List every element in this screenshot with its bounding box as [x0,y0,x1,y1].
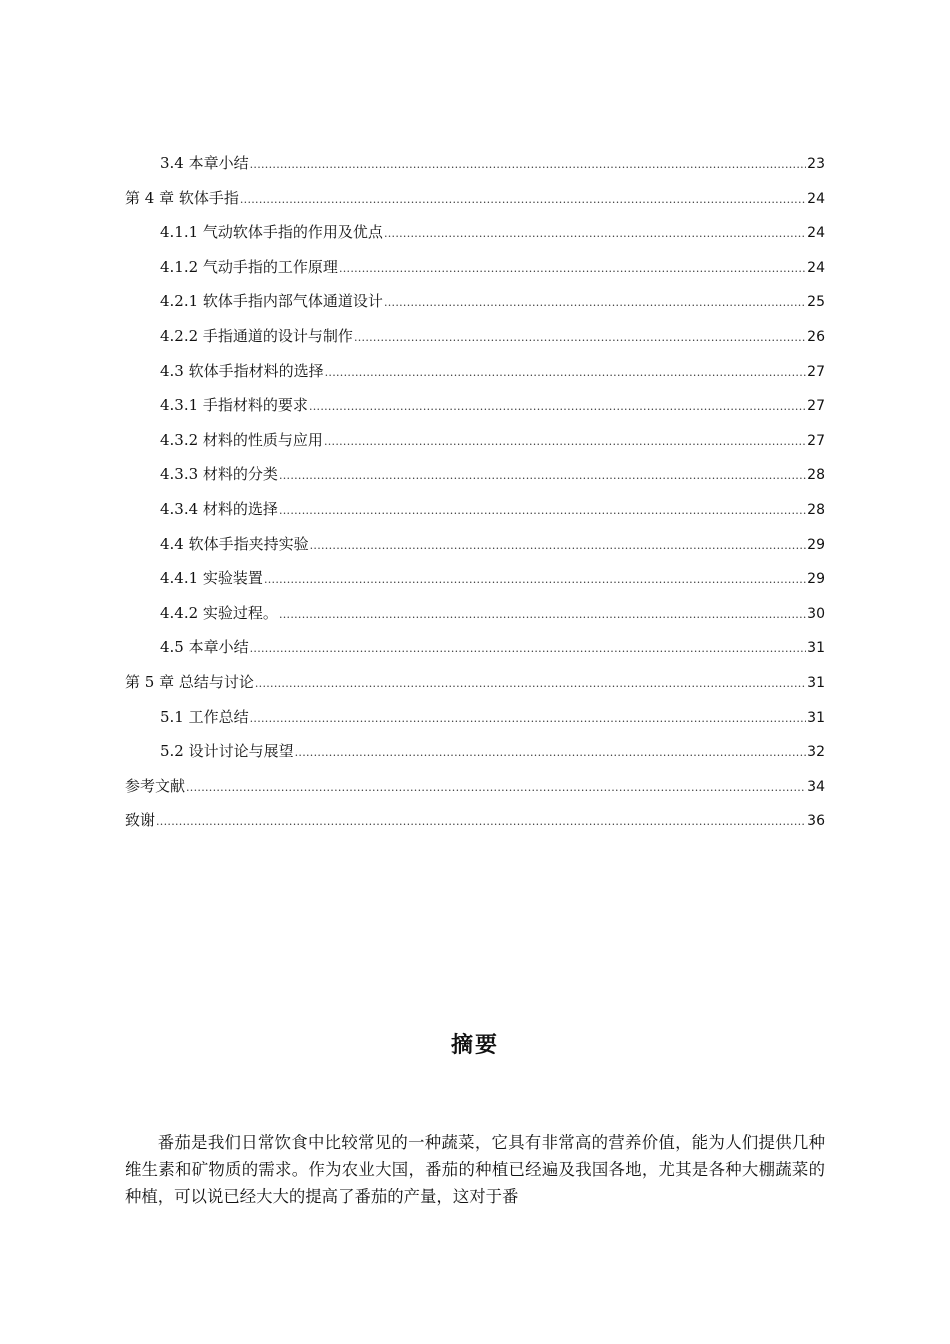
toc-entry-label: 4.3.3 材料的分类 [160,465,278,484]
toc-entry-label: 4.4.2 实验过程。 [160,603,278,622]
toc-entry-page: 24 [807,190,825,207]
toc-dot-leader [255,671,806,695]
toc-entry-label: 参考文献 [125,776,186,795]
toc-entry[interactable] [125,567,825,602]
toc-dot-leader [295,740,807,764]
toc-entry-label: 3.4 本章小结 [160,154,249,172]
toc-entry-page: 36 [807,813,825,830]
toc-dot-leader [250,706,807,730]
toc-dot-leader [264,567,806,591]
toc-dot-leader [279,463,806,487]
toc-dot-leader [324,429,806,453]
toc-entry-label: 5.1 工作总结 [160,707,249,726]
toc-entry-label: 4.5 本章小结 [160,638,249,657]
toc-entry-page: 27 [807,363,825,380]
toc-dot-leader [156,809,806,833]
toc-entry[interactable] [125,394,825,429]
toc-entry-label: 4.1.1 气动软体手指的作用及优点 [160,223,383,242]
toc-entry-page: 27 [807,398,825,415]
toc-entry-label: 4.3.2 材料的性质与应用 [160,430,323,449]
toc-entry-page: 29 [807,571,825,588]
toc-dot-leader [240,187,806,211]
toc-entry[interactable] [125,809,825,844]
toc-dot-leader [250,152,807,176]
toc-entry[interactable] [125,290,825,325]
toc-entry[interactable] [125,152,825,187]
toc-entry-label: 4.2.1 软体手指内部气体通道设计 [160,292,383,311]
toc-dot-leader [339,256,806,280]
toc-entry-label: 4.4.1 实验装置 [160,569,263,588]
toc-entry-page: 31 [807,640,825,657]
toc-entry[interactable] [125,498,825,533]
toc-entry-label: 4.2.2 手指通道的设计与制作 [160,326,353,345]
toc-entry[interactable] [125,706,825,741]
toc-dot-leader [310,533,807,557]
toc-entry-label: 第 4 章 软体手指 [125,188,239,207]
toc-entry-page: 30 [807,605,825,622]
toc-entry-page: 32 [807,744,825,761]
toc-entry-label: 4.3.1 手指材料的要求 [160,396,308,415]
toc-entry-page: 24 [807,225,825,242]
toc-entry[interactable] [125,256,825,291]
toc-entry[interactable] [125,533,825,568]
toc-dot-leader [186,775,806,799]
toc-entry[interactable] [125,187,825,222]
toc-entry-page: 24 [807,259,825,276]
toc-dot-leader [279,498,806,522]
toc-entry[interactable] [125,671,825,706]
toc-entry[interactable] [125,636,825,671]
toc-entry[interactable] [125,360,825,395]
toc-dot-leader [325,360,807,384]
toc-entry-page: 28 [807,501,825,518]
toc-entry[interactable] [125,463,825,498]
abstract-paragraph: 番茄是我们日常饮食中比较常见的一种蔬菜，它具有非常高的营养价值，能为人们提供几种维生素和矿物质的需求。作为农业大国，番茄的种植已经遍及我国各地，尤其是各种大棚蔬菜的种植，可以说已经大大的提高了番茄的产量，这对于番 [125,1133,825,1206]
toc-entry-page: 23 [807,156,825,172]
toc-dot-leader [250,636,807,660]
toc-entry-label: 4.3 软体手指材料的选择 [160,361,324,380]
abstract-heading: 摘要 [450,1033,499,1058]
toc-entry-page: 26 [807,328,825,345]
toc-dot-leader [384,290,806,314]
toc-dot-leader [309,394,806,418]
toc-entry[interactable] [125,221,825,256]
toc-entry-label: 4.1.2 气动手指的工作原理 [160,257,338,276]
toc-entry-page: 25 [807,294,825,311]
toc-entry-label: 4.3.4 材料的选择 [160,499,278,518]
toc-entry-page: 34 [807,778,825,795]
table-of-contents [125,152,825,844]
toc-entry-page: 27 [807,432,825,449]
toc-entry-label: 5.2 设计讨论与展望 [160,742,294,761]
toc-entry[interactable] [125,602,825,637]
toc-entry-label: 4.4 软体手指夹持实验 [160,534,309,553]
toc-entry-page: 31 [807,674,825,691]
toc-entry[interactable] [125,775,825,810]
toc-entry[interactable] [125,429,825,464]
toc-dot-leader [384,221,806,245]
toc-dot-leader [354,325,806,349]
toc-entry-label: 第 5 章 总结与讨论 [125,672,254,691]
toc-entry-page: 31 [807,709,825,726]
toc-entry[interactable] [125,740,825,775]
toc-entry-page: 29 [807,536,825,553]
toc-dot-leader [279,602,806,626]
toc-entry-label: 致谢 [125,811,156,830]
toc-entry-page: 28 [807,467,825,484]
toc-entry[interactable] [125,325,825,360]
